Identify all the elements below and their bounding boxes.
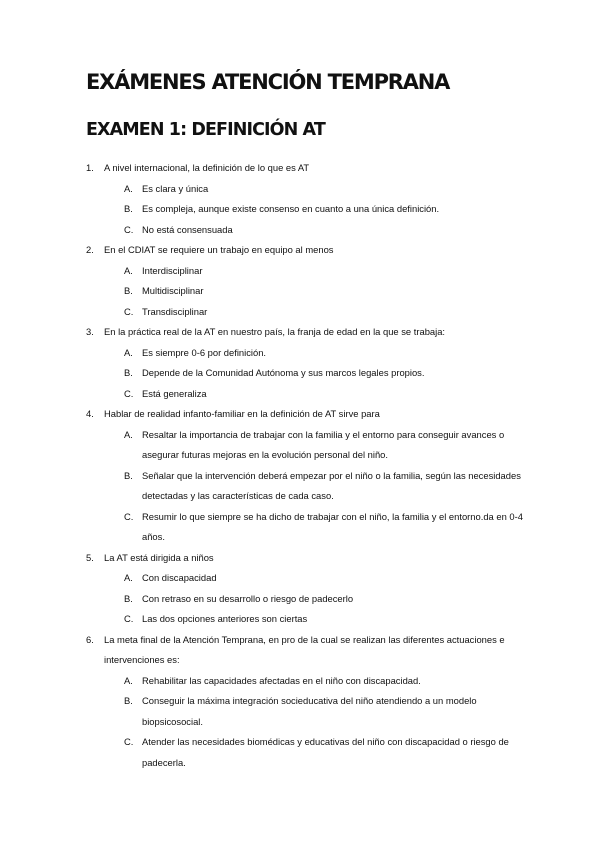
question-text: Hablar de realidad infanto-familiar en la definición de AT sirve para	[104, 408, 380, 419]
option-letter: B.	[124, 203, 133, 214]
option-list	[104, 671, 526, 774]
option-a	[124, 179, 526, 200]
document-title: EXÁMENES ATENCIÓN TEMPRANA	[86, 70, 450, 94]
question-2	[86, 240, 526, 322]
option-c	[124, 220, 526, 241]
option-c	[124, 609, 526, 630]
option-a	[124, 425, 526, 466]
option-letter: A.	[124, 346, 133, 358]
question-text: La AT está dirigida a niños	[104, 551, 214, 563]
option-text: Interdisciplinar	[142, 264, 203, 276]
option-text: Atender las necesidades biomédicas y educativas del niño con discapacidad o riesgo de padecerla.	[142, 736, 509, 768]
option-letter: A.	[124, 428, 133, 440]
option-b	[124, 199, 526, 220]
option-b	[124, 589, 526, 610]
option-letter: C.	[124, 613, 134, 624]
option-text: Con discapacidad	[142, 572, 217, 583]
option-letter: C.	[124, 736, 134, 747]
option-text: Transdisciplinar	[142, 305, 208, 317]
option-letter: C.	[124, 387, 134, 399]
option-a	[124, 261, 526, 282]
option-text: Rehabilitar las capacidades afectadas en el niño con discapacidad.	[142, 674, 421, 686]
option-text: Señalar que la intervención deberá empezar por el niño o la familia, según las necesidades detectadas y las características de cada caso.	[142, 469, 521, 501]
option-letter: B.	[124, 469, 133, 481]
question-number: 2.	[86, 244, 94, 255]
option-text: Conseguir la máxima integración socieducativa del niño atendiendo a un modelo biopsicosocial.	[142, 695, 477, 727]
option-a	[124, 568, 526, 589]
option-b	[124, 363, 526, 384]
option-letter: C.	[124, 223, 134, 235]
question-text: A nivel internacional, la definición de lo que es AT	[104, 162, 310, 173]
option-c	[124, 302, 526, 323]
option-list	[104, 343, 526, 405]
option-b	[124, 691, 526, 732]
option-letter: A.	[124, 264, 133, 276]
question-number: 3.	[86, 326, 94, 337]
option-text: Multidisciplinar	[142, 285, 204, 296]
section-title: EXAMEN 1: DEFINICIÓN AT	[86, 120, 325, 140]
option-text: Es compleja, aunque existe consenso en cuanto a una única definición.	[142, 203, 440, 214]
option-letter: B.	[124, 285, 133, 296]
question-text: En el CDIAT se requiere un trabajo en equipo al menos	[104, 244, 334, 255]
option-text: No está consensuada	[142, 223, 233, 235]
option-text: Depende de la Comunidad Autónoma y sus marcos legales propios.	[142, 367, 425, 378]
option-text: Las dos opciones anteriores son ciertas	[142, 613, 308, 624]
question-4	[86, 404, 526, 548]
option-text: Con retraso en su desarrollo o riesgo de padecerlo	[142, 592, 354, 604]
option-c	[124, 732, 526, 773]
option-a	[124, 343, 526, 364]
question-list	[86, 158, 526, 773]
question-5	[86, 548, 526, 630]
question-number: 5.	[86, 551, 94, 563]
question-number: 1.	[86, 162, 94, 173]
question-6	[86, 630, 526, 774]
option-b	[124, 466, 526, 507]
option-text: Resumir lo que siempre se ha dicho de trabajar con el niño, la familia y el entorno.da en 0-4 años.	[142, 510, 523, 542]
option-letter: B.	[124, 695, 133, 706]
option-a	[124, 671, 526, 692]
option-c	[124, 384, 526, 405]
option-list	[104, 179, 526, 241]
question-text: En la práctica real de la AT en nuestro país, la franja de edad en la que se trabaja:	[104, 326, 446, 337]
question-3	[86, 322, 526, 404]
question-text: La meta final de la Atención Temprana, en pro de la cual se realizan las diferentes actuaciones e intervenciones es:	[104, 633, 505, 665]
option-letter: A.	[124, 182, 133, 194]
option-list	[104, 425, 526, 548]
option-letter: B.	[124, 592, 133, 604]
option-text: Es siempre 0-6 por definición.	[142, 346, 267, 358]
option-letter: A.	[124, 572, 133, 583]
option-letter: A.	[124, 674, 133, 686]
option-text: Está generaliza	[142, 387, 207, 399]
question-number: 6.	[86, 633, 94, 645]
option-letter: C.	[124, 510, 134, 522]
option-letter: B.	[124, 367, 133, 378]
question-number: 4.	[86, 408, 94, 419]
option-letter: C.	[124, 305, 134, 317]
option-c	[124, 507, 526, 548]
option-list	[104, 568, 526, 630]
option-text: Es clara y única	[142, 182, 209, 194]
option-list	[104, 261, 526, 323]
option-b	[124, 281, 526, 302]
option-text: Resaltar la importancia de trabajar con la familia y el entorno para conseguir avances o asegurar futuras mejoras en la evolución personal del niño.	[142, 428, 505, 460]
question-1	[86, 158, 526, 240]
